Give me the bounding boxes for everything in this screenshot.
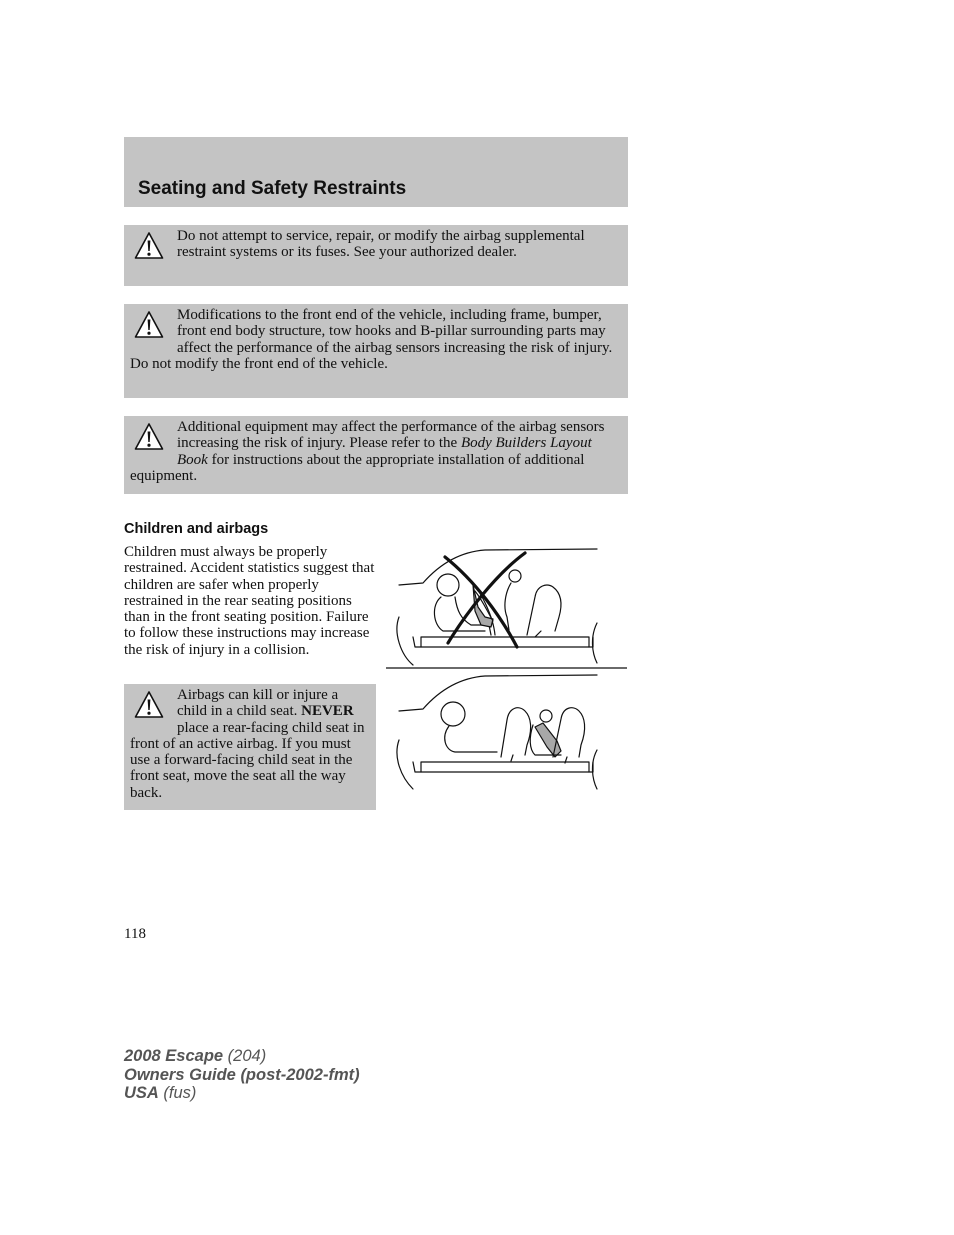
warning-text: Modifications to the front end of the vehicle, including frame, bumper, front end body structure, tow hooks and B-pillar surrounding parts may affect the performance of the airbag sensors increasing the risk of injury. Do not modify the front end of the vehicle. bbox=[130, 307, 613, 372]
child-seat-illustration bbox=[385, 545, 630, 795]
warning-triangle-icon bbox=[134, 690, 164, 720]
warning-box-modifications bbox=[124, 304, 628, 398]
vehicle-diagram-incorrect bbox=[397, 549, 597, 665]
warning-box-child-seat bbox=[124, 684, 376, 810]
warning-text: Airbags can kill or injure a child in a child seat. NEVER place a rear-facing child seat in front of an active airbag. If you must use a forward-facing child seat in the front seat, move the seat all the way back. bbox=[130, 687, 365, 801]
warning-text: Additional equipment may affect the performance of the airbag sensors increasing the risk of injury. Please refer to the Body Builders Layout Book for instructions about the appropriate installation of additional equipment. bbox=[130, 419, 605, 484]
prohibited-x-icon bbox=[445, 553, 525, 647]
warning-box-equipment bbox=[124, 416, 628, 494]
document-footer bbox=[124, 1047, 360, 1103]
warning-box-service bbox=[124, 225, 628, 286]
footer-line-model: 2008 Escape (204) bbox=[124, 1047, 267, 1065]
footer-line-guide: Owners Guide (post-2002-fmt) bbox=[124, 1065, 360, 1084]
page-title: Seating and Safety Restraints bbox=[138, 178, 407, 199]
children-body-text: Children must always be properly restrained. Accident statistics suggest that children are safer when properly restrained in the rear seating positions than in the front seating position. Failure to follow these instructions may increase the risk of injury in a collision. bbox=[124, 544, 375, 658]
warning-text: Do not attempt to service, repair, or modify the airbag supplemental restraint systems or its fuses. See your authorized dealer. bbox=[177, 228, 585, 261]
footer-line-market: USA (fus) bbox=[124, 1084, 197, 1102]
book-title: Body Builders Layout Book bbox=[177, 435, 592, 468]
section-subheading: Children and airbags bbox=[124, 521, 269, 537]
warning-triangle-icon bbox=[134, 422, 164, 452]
vehicle-diagram-correct bbox=[397, 675, 597, 789]
never-emphasis: NEVER bbox=[301, 703, 354, 720]
section-header-band bbox=[124, 137, 628, 207]
warning-triangle-icon bbox=[134, 310, 164, 340]
warning-triangle-icon bbox=[134, 231, 164, 261]
page-number: 118 bbox=[124, 926, 146, 942]
